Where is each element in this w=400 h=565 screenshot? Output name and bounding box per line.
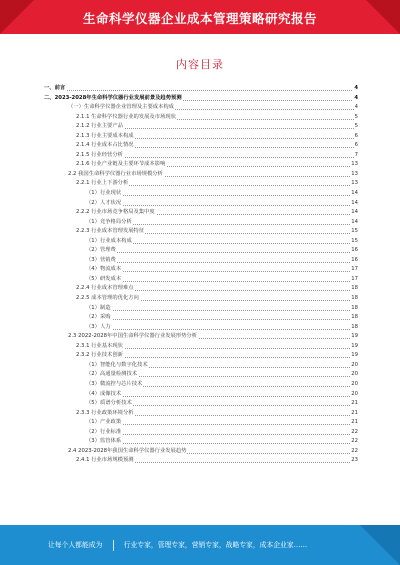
report-title: 生命科学仪器企业成本管理策略研究报告 xyxy=(82,11,317,26)
toc-entry-page: 5 xyxy=(354,122,358,132)
toc-entry-text: 2.1.1 生命科学仪器行业的发展及市场现状 xyxy=(76,113,177,123)
toc-entry[interactable] xyxy=(44,361,358,371)
toc-entry[interactable] xyxy=(44,284,358,294)
toc-entry[interactable] xyxy=(44,256,358,266)
toc-entry[interactable] xyxy=(44,380,358,390)
toc-entry[interactable] xyxy=(44,227,358,237)
toc-entry[interactable] xyxy=(44,370,358,380)
toc-entry-text: （2）采购 xyxy=(86,313,112,323)
toc-entry-page: 22 xyxy=(350,447,358,457)
toc-leader-dots xyxy=(86,310,358,311)
footer-corner xyxy=(360,525,400,565)
footer-items xyxy=(124,539,308,549)
toc-entry-text: （4）成像技术 xyxy=(86,390,122,400)
toc-entry-text: 2.1.3 行业主要成本构成 xyxy=(76,132,135,142)
toc-leader-dots xyxy=(44,90,358,91)
footer-item: 行业专家， xyxy=(123,541,158,549)
toc-entry-text: （1）制造 xyxy=(86,304,112,314)
toc-entry-page: 18 xyxy=(350,313,358,323)
toc-entry-page: 7 xyxy=(354,151,358,161)
toc-entry[interactable] xyxy=(44,208,358,218)
toc-entry-page: 18 xyxy=(350,294,358,304)
toc-entry-text: （1）产业政策 xyxy=(86,418,122,428)
toc-entry-page: 18 xyxy=(350,304,358,314)
toc-entry[interactable] xyxy=(44,94,358,104)
toc-entry-text: （5）质谱分析技术 xyxy=(86,399,133,409)
toc-entry-text: （1）行业成本构成 xyxy=(86,237,133,247)
toc-entry-text: （2）管理费 xyxy=(86,246,117,256)
toc-entry[interactable] xyxy=(44,332,358,342)
toc-leader-dots xyxy=(86,443,358,444)
toc-entry[interactable] xyxy=(44,151,358,161)
toc-entry-page: 20 xyxy=(350,380,358,390)
toc-entry[interactable] xyxy=(44,103,358,113)
footer-bar xyxy=(0,525,400,565)
toc-entry[interactable] xyxy=(44,447,358,457)
table-of-contents xyxy=(44,84,358,466)
toc-entry-text: 一、前言 xyxy=(44,84,66,94)
toc-entry[interactable] xyxy=(44,113,358,123)
toc-entry-text: 2.3.1 行业基本现状 xyxy=(76,342,124,352)
toc-entry-page: 19 xyxy=(350,332,358,342)
toc-entry[interactable] xyxy=(44,304,358,314)
toc-entry-text: 2.2.2 行业市场竞争格局及集中度 xyxy=(76,208,156,218)
toc-entry-text: 2.2 我国生命科学仪器行业市场规模分析 xyxy=(68,170,164,180)
toc-entry-page: 16 xyxy=(350,246,358,256)
toc-entry[interactable] xyxy=(44,141,358,151)
toc-entry-page: 23 xyxy=(350,456,358,466)
toc-entry-text: （2）高通量检测技术 xyxy=(86,370,138,380)
toc-entry[interactable] xyxy=(44,170,358,180)
toc-entry-page: 18 xyxy=(350,323,358,333)
toc-entry-text: （1）智能化与数字化技术 xyxy=(86,361,149,371)
toc-entry-page: 15 xyxy=(350,227,358,237)
toc-entry-page: 20 xyxy=(350,361,358,371)
footer-slogan xyxy=(48,539,307,551)
toc-entry-text: （一）生命科学仪器企业管理及主要成本构成 xyxy=(68,103,175,113)
toc-entry-page: 13 xyxy=(350,170,358,180)
toc-entry-page: 19 xyxy=(350,351,358,361)
toc-entry[interactable] xyxy=(44,189,358,199)
toc-entry-text: 2.2.1 行业上下游分析 xyxy=(76,179,129,189)
toc-entry-text: （3）人力 xyxy=(86,323,112,333)
toc-leader-dots xyxy=(86,205,358,206)
toc-entry-text: 2.2.3 行业成本管理发展特征 xyxy=(76,227,145,237)
toc-entry-text: 2.3 2022-2028年中国生命科学仪器行业发展形势分析 xyxy=(68,332,198,342)
toc-entry[interactable] xyxy=(44,199,358,209)
toc-leader-dots xyxy=(86,271,358,272)
toc-entry[interactable] xyxy=(44,390,358,400)
toc-entry-text: 2.1.4 行业成本占比情况 xyxy=(76,141,135,151)
footer-lead: 让每个人都能成为 xyxy=(48,541,103,549)
toc-entry-page: 14 xyxy=(350,218,358,228)
toc-entry-text: （3）营销费 xyxy=(86,256,117,266)
toc-entry[interactable] xyxy=(44,179,358,189)
toc-entry-page: 4 xyxy=(354,103,358,113)
toc-leader-dots xyxy=(86,424,358,425)
toc-entry-page: 22 xyxy=(350,428,358,438)
toc-entry[interactable] xyxy=(44,456,358,466)
toc-entry-page: 20 xyxy=(350,370,358,380)
toc-entry[interactable] xyxy=(44,218,358,228)
toc-entry-text: （4）物流成本 xyxy=(86,265,122,275)
toc-leader-dots xyxy=(86,281,358,282)
toc-entry-page: 4 xyxy=(353,94,358,104)
toc-entry-text: 二、2023-2028年生命科学仪器行业发展前景及趋势预测 xyxy=(44,94,183,104)
toc-entry[interactable] xyxy=(44,313,358,323)
toc-entry-page: 13 xyxy=(350,160,358,170)
toc-entry-page: 6 xyxy=(354,132,358,142)
toc-entry[interactable] xyxy=(44,342,358,352)
toc-entry[interactable] xyxy=(44,132,358,142)
toc-entry-page: 17 xyxy=(350,265,358,275)
toc-leader-dots xyxy=(86,195,358,196)
footer-item: 管理专家， xyxy=(157,541,192,549)
toc-title: 内容目录 xyxy=(176,58,224,71)
toc-entry-page: 16 xyxy=(350,256,358,266)
toc-leader-dots xyxy=(86,434,358,435)
toc-leader-dots xyxy=(86,252,358,253)
toc-entry[interactable] xyxy=(44,237,358,247)
toc-entry-page: 22 xyxy=(350,437,358,447)
toc-entry-page: 19 xyxy=(350,342,358,352)
toc-entry-text: 2.3.2 行业技术创新 xyxy=(76,351,124,361)
toc-entry-page: 21 xyxy=(350,409,358,419)
toc-entry[interactable] xyxy=(44,409,358,419)
toc-entry[interactable] xyxy=(44,246,358,256)
toc-entry[interactable] xyxy=(44,418,358,428)
toc-entry-text: （2）人才状况 xyxy=(86,199,122,209)
toc-entry-text: 2.3.3 行业政策环境分析 xyxy=(76,409,135,419)
toc-entry-text: （3）监管体系 xyxy=(86,437,122,447)
toc-entry-text: 2.1.6 行业产业链及主要环节成本影响 xyxy=(76,160,166,170)
toc-entry-page: 14 xyxy=(350,199,358,209)
toc-entry[interactable] xyxy=(44,84,358,94)
toc-entry[interactable] xyxy=(44,323,358,333)
toc-entry[interactable] xyxy=(44,122,358,132)
toc-entry-page: 18 xyxy=(350,284,358,294)
toc-entry-page: 5 xyxy=(354,113,358,123)
toc-entry-text: （3）微流控与芯片技术 xyxy=(86,380,143,390)
toc-entry[interactable] xyxy=(44,437,358,447)
toc-leader-dots xyxy=(86,319,358,320)
toc-entry[interactable] xyxy=(44,265,358,275)
toc-entry-text: 2.2.4 行业成本管理难点 xyxy=(76,284,135,294)
toc-entry-page: 14 xyxy=(350,208,358,218)
toc-entry[interactable] xyxy=(44,275,358,285)
toc-entry-text: （1）行业现状 xyxy=(86,189,122,199)
footer-item: 营销专家， xyxy=(191,541,226,549)
toc-entry[interactable] xyxy=(44,399,358,409)
toc-entry-page: 15 xyxy=(350,237,358,247)
toc-leader-dots xyxy=(86,396,358,397)
toc-entry-text: 2.4 2023-2028年我国生命科学仪器行业发展趋势 xyxy=(68,447,187,457)
toc-entry[interactable] xyxy=(44,428,358,438)
report-header-bar xyxy=(0,0,400,34)
toc-leader-dots xyxy=(86,329,358,330)
toc-entry-page: 17 xyxy=(350,275,358,285)
toc-entry-page: 14 xyxy=(350,189,358,199)
footer-divider xyxy=(113,540,114,551)
toc-entry-text: 2.2.5 成本管理的优化方向 xyxy=(76,294,140,304)
toc-entry[interactable] xyxy=(44,294,358,304)
toc-entry-text: 2.1.2 行业主要产品 xyxy=(76,122,124,132)
toc-entry-text: （2）行业标准 xyxy=(86,428,122,438)
toc-entry[interactable] xyxy=(44,160,358,170)
toc-entry[interactable] xyxy=(44,351,358,361)
toc-entry-page: 4 xyxy=(353,84,358,94)
footer-item: 成本企业家…… xyxy=(259,541,308,549)
toc-entry-text: 2.1.5 行业经营分析 xyxy=(76,151,124,161)
toc-leader-dots xyxy=(86,262,358,263)
toc-entry-page: 21 xyxy=(350,399,358,409)
toc-entry-page: 13 xyxy=(350,179,358,189)
toc-entry-page: 20 xyxy=(350,390,358,400)
toc-entry-page: 6 xyxy=(354,141,358,151)
toc-entry-page: 21 xyxy=(350,418,358,428)
toc-entry-text: （1）竞争格局分析 xyxy=(86,218,133,228)
toc-entry-text: （5）研发成本 xyxy=(86,275,122,285)
toc-entry-text: 2.4.1 行业市场规模预测 xyxy=(76,456,135,466)
footer-item: 战略专家， xyxy=(225,541,260,549)
